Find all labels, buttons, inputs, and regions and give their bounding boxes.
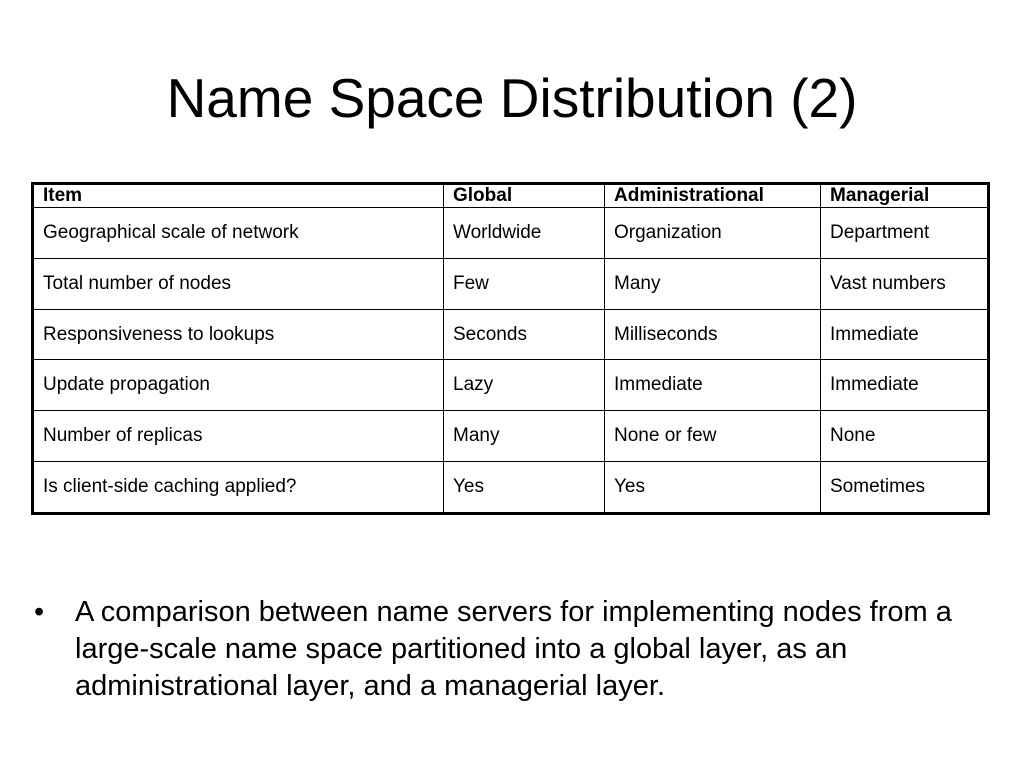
- header-managerial: Managerial: [821, 185, 988, 208]
- header-administrational: Administrational: [605, 185, 821, 208]
- table-cell: Sometimes: [821, 462, 988, 513]
- slide-title: Name Space Distribution (2): [166, 67, 858, 129]
- header-item: Item: [34, 185, 444, 208]
- table-header-row: [34, 185, 988, 208]
- table-row: [34, 360, 988, 411]
- table-cell: Total number of nodes: [34, 258, 444, 309]
- table-cell: Immediate: [605, 360, 821, 411]
- comparison-table: [33, 184, 988, 513]
- table-row: [34, 411, 988, 462]
- table-cell: Few: [444, 258, 605, 309]
- table-cell: Vast numbers: [821, 258, 988, 309]
- table-row: [34, 208, 988, 259]
- table-cell: Lazy: [444, 360, 605, 411]
- table-cell: Responsiveness to lookups: [34, 309, 444, 360]
- table-cell: Worldwide: [444, 208, 605, 259]
- bullet-icon: •: [34, 596, 45, 628]
- table-cell: Organization: [605, 208, 821, 259]
- table-cell: Immediate: [821, 360, 988, 411]
- bullet-point: [34, 594, 1009, 705]
- table-row: [34, 462, 988, 513]
- table-cell: Immediate: [821, 309, 988, 360]
- table-cell: Milliseconds: [605, 309, 821, 360]
- table-row: [34, 258, 988, 309]
- comparison-table-container: [31, 182, 990, 515]
- table-cell: None: [821, 411, 988, 462]
- table-row: [34, 309, 988, 360]
- table-cell: Yes: [605, 462, 821, 513]
- table-cell: Many: [444, 411, 605, 462]
- table-cell: Seconds: [444, 309, 605, 360]
- table-cell: Update propagation: [34, 360, 444, 411]
- table-cell: Is client-side caching applied?: [34, 462, 444, 513]
- header-global: Global: [444, 185, 605, 208]
- table-cell: Department: [821, 208, 988, 259]
- table-cell: Number of replicas: [34, 411, 444, 462]
- table-cell: Yes: [444, 462, 605, 513]
- table-cell: Many: [605, 258, 821, 309]
- table-cell: Geographical scale of network: [34, 208, 444, 259]
- table-cell: None or few: [605, 411, 821, 462]
- bullet-text: A comparison between name servers for implementing nodes from a large-scale name space partitioned into a global layer, as an administrational layer, and a managerial layer.: [75, 596, 952, 702]
